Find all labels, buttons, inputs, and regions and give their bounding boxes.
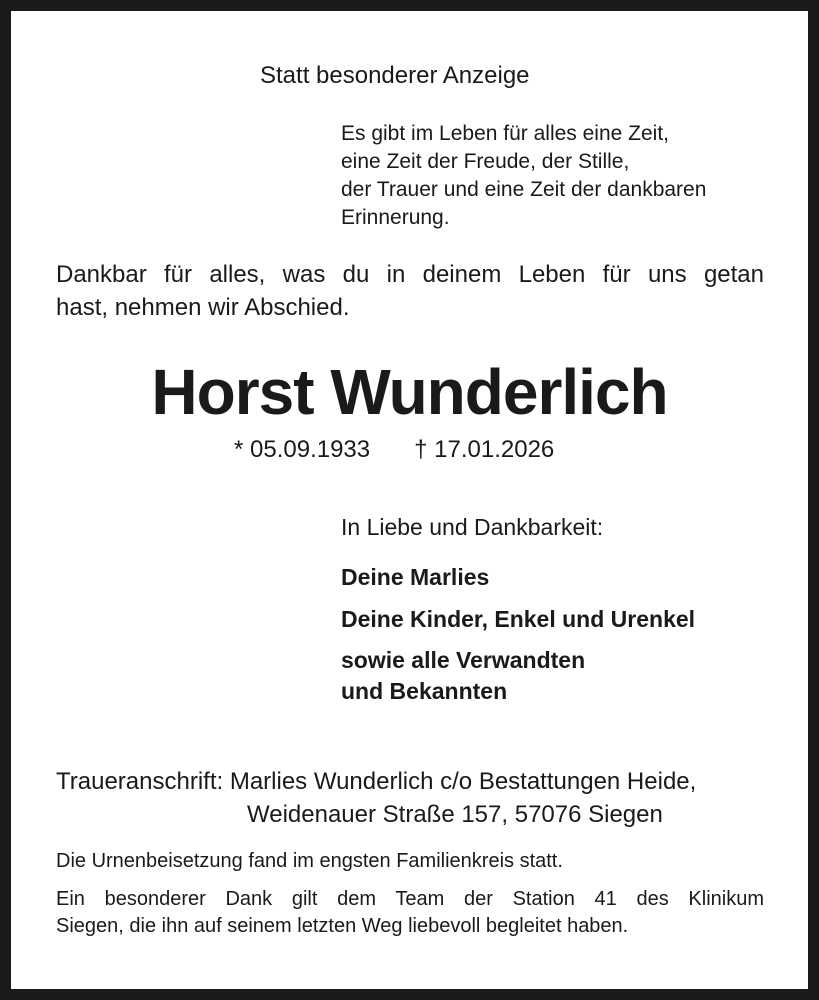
family-relatives-line: sowie alle Verwandten <box>341 647 586 673</box>
death-date: † 17.01.2026 <box>414 436 555 463</box>
thanks-line: Siegen, die ihn auf seinem letzten Weg liebevoll begleitet haben. <box>56 915 629 937</box>
mourning-address <box>56 765 696 831</box>
verse <box>341 120 706 232</box>
verse-line: Erinnerung. <box>341 206 450 229</box>
verse-line: der Trauer und eine Zeit der dankbaren <box>341 178 707 201</box>
intro-text <box>56 258 764 324</box>
birth-date: * 05.09.1933 <box>234 436 371 463</box>
address-line: Traueranschrift: Marlies Wunderlich c/o Bestattungen Heide, <box>56 768 697 795</box>
burial-note: Die Urnenbeisetzung fand im engsten Familienkreis statt. <box>56 850 563 872</box>
address-line: Weidenauer Straße 157, 57076 Siegen <box>247 801 663 828</box>
deceased-name: Horst Wunderlich <box>151 356 668 428</box>
family-relatives-line: und Bekannten <box>341 678 508 704</box>
verse-line: Es gibt im Leben für alles eine Zeit, <box>341 122 670 145</box>
intro-line: hast, nehmen wir Abschied. <box>56 294 350 321</box>
verse-line: eine Zeit der Freude, der Stille, <box>341 150 630 173</box>
thanks-note <box>56 886 764 940</box>
family-relatives <box>341 645 585 707</box>
family-children: Deine Kinder, Enkel und Urenkel <box>341 606 696 632</box>
notice-header: Statt besonderer Anzeige <box>260 62 530 89</box>
family-spouse: Deine Marlies <box>341 564 490 590</box>
thanks-line: Ein besonderer Dank gilt dem Team der Station 41 des Klinikum <box>56 888 764 910</box>
family-intro: In Liebe und Dankbarkeit: <box>341 514 604 540</box>
intro-line: Dankbar für alles, was du in deinem Leben für uns getan <box>56 261 764 288</box>
life-dates <box>234 436 554 464</box>
